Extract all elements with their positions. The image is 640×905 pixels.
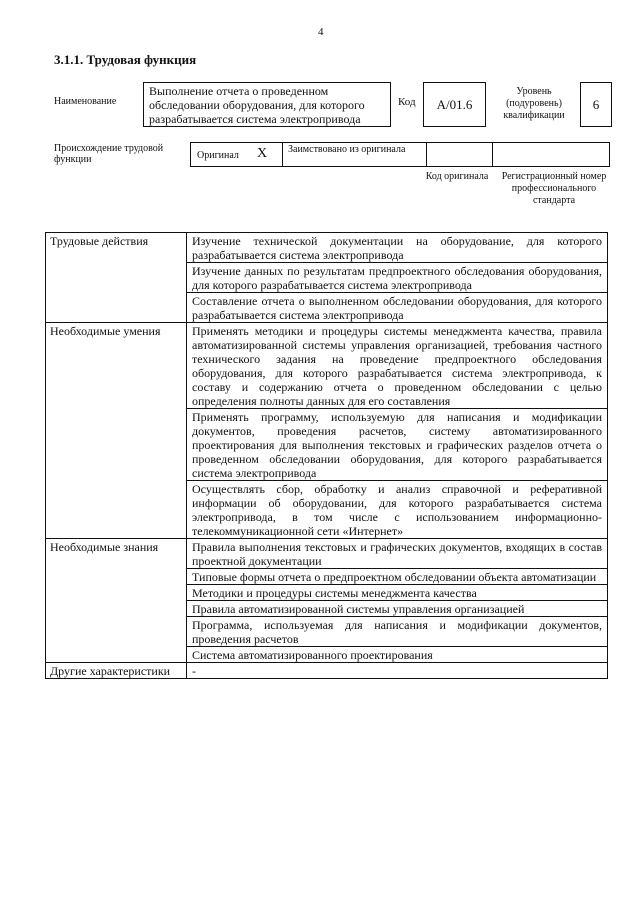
- knowledge-item: Система автоматизированного проектирования: [187, 647, 608, 663]
- knowledge-item: Методики и процедуры системы менеджмента качества: [187, 585, 608, 601]
- skill-item: Применять программу, используемую для написания и модификации документов, проведения расчетов, систему автоматизированного проектирования для выполнения текстовых и графических разделов отчета о проведенном обследовании оборудования, для которого разрабатывается система электропривода: [187, 409, 608, 481]
- origin-label: Происхождение трудовой функции: [54, 143, 164, 165]
- table-row: [46, 233, 608, 263]
- table-row: [46, 323, 608, 409]
- origin-row: [190, 142, 610, 167]
- reg-number-label: Регистрационный номер профессионального стандарта: [501, 171, 607, 206]
- labor-action-item: Составление отчета о выполненном обследовании оборудования, для которого разрабатывается система электропривода: [187, 293, 608, 323]
- knowledge-item: Программа, используемая для написания и модификации документов, проведения расчетов: [187, 617, 608, 647]
- name-label: Наименование: [54, 96, 117, 107]
- table-row: [46, 663, 608, 679]
- qualification-level-label: Уровень (подуровень) квалификации: [503, 86, 565, 121]
- code-label: Код: [398, 96, 416, 108]
- skill-item: Осуществлять сбор, обработку и анализ справочной и реферативной информации об оборудовании, для которого разрабатывается система электропривода, в том числе с использованием информационно-телекоммуникационной сети «Интернет»: [187, 481, 608, 539]
- page-number: 4: [318, 26, 324, 38]
- skill-item: Применять методики и процедуры системы менеджмента качества, правила автоматизированной системы управления организацией, требования частного технического задания на проведение предпроектного обследования оборудования, для которого разрабатывается система электропривода, к составу и содержанию отчета о проведенном обследовании с целью определения полноты данных для его составления: [187, 323, 608, 409]
- other-characteristics-value: -: [187, 663, 608, 679]
- section-title: 3.1.1. Трудовая функция: [54, 52, 197, 67]
- function-name-value: Выполнение отчета о проведенном обследовании оборудования, для которого разрабатывается система электропривода: [143, 82, 391, 127]
- labor-action-item: Изучение данных по результатам предпроектного обследования оборудования, для которого разрабатывается система электропривода: [187, 263, 608, 293]
- code-original-label: Код оригинала: [425, 171, 489, 182]
- knowledge-label: Необходимые знания: [46, 539, 187, 663]
- original-mark: X: [257, 146, 268, 161]
- other-characteristics-label: Другие характеристики: [46, 663, 187, 679]
- labor-action-item: Изучение технической документации на оборудование, для которого разрабатывается система электропривода: [187, 233, 608, 263]
- original-label: Оригинал: [197, 150, 239, 161]
- borrowed-label: Заимствовано из оригинала: [288, 144, 406, 155]
- function-table: [45, 232, 608, 679]
- knowledge-item: Типовые формы отчета о предпроектном обследовании объекта автоматизации: [187, 569, 608, 585]
- labor-actions-label: Трудовые действия: [46, 233, 187, 323]
- skills-label: Необходимые умения: [46, 323, 187, 539]
- knowledge-item: Правила выполнения текстовых и графических документов, входящих в состав проектной документации: [187, 539, 608, 569]
- table-row: [46, 539, 608, 569]
- function-code-value: A/01.6: [423, 82, 486, 127]
- knowledge-item: Правила автоматизированной системы управления организацией: [187, 601, 608, 617]
- qualification-level-value: 6: [580, 82, 612, 127]
- origin-code-cell: [191, 143, 493, 166]
